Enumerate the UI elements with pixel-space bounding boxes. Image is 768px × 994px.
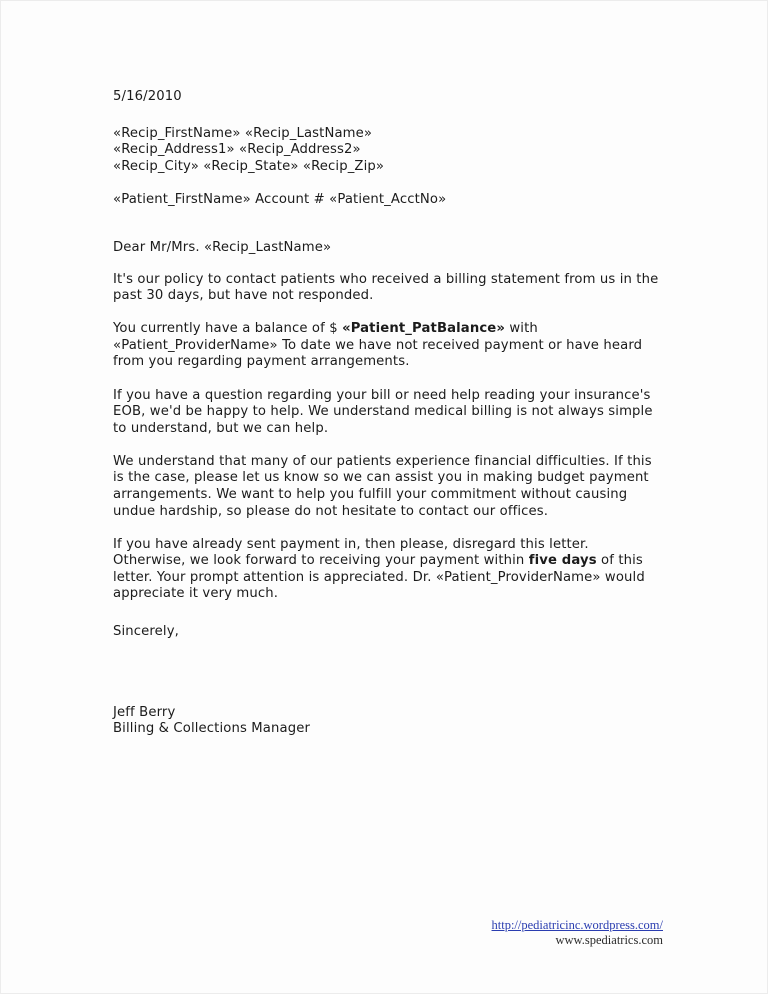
spacer-after-salutation [113, 257, 659, 272]
address-line-1: «Recip_FirstName» «Recip_LastName» [113, 125, 373, 141]
address-line-3: «Recip_City» «Recip_State» «Recip_Zip» [113, 158, 385, 174]
closing: Sincerely, [113, 624, 179, 640]
footer-website-text: www.spediatrics.com [555, 933, 663, 947]
balance-merge-field: «Patient_PatBalance» [342, 321, 506, 337]
paragraph-policy: It's our policy to contact patients who received a billing statement from us in the past 30 days, but have not responded. [113, 271, 659, 304]
page-footer [492, 918, 663, 948]
recipient-address-block [113, 126, 659, 176]
balance-text-before: You currently have a balance of $ [113, 321, 343, 337]
spacer-after-date [113, 106, 659, 126]
spacer-before-salutation [113, 209, 659, 240]
salutation: Dear Mr/Mrs. «Recip_LastName» [113, 239, 332, 255]
balance-text-after: with «Patient_ProviderName» To date we have not received payment or have heard from you regarding payment arrangements. [113, 321, 643, 370]
spacer-after-address [113, 175, 659, 192]
paragraph-payment-window [113, 537, 659, 603]
paragraph-balance [113, 321, 659, 371]
signature-block [113, 705, 659, 738]
footer-blog-link[interactable]: http://pediatricinc.wordpress.com/ [491, 918, 663, 932]
paragraph-questions: If you have a question regarding your bill or need help reading your insurance's EOB, we'd be happy to help. We understand medical billing is not always simple to understand, but we can help. [113, 387, 653, 436]
signer-name: Jeff Berry [113, 704, 176, 720]
signature-space [113, 641, 659, 705]
account-line: «Patient_FirstName» Account # «Patient_AcctNo» [113, 192, 447, 208]
spacer-before-closing [113, 603, 659, 624]
payment-deadline-emphasis: five days [528, 553, 597, 569]
signer-title: Billing & Collections Manager [113, 721, 311, 737]
letter-body [113, 89, 659, 738]
payment-text-before: If you have already sent payment in, then please, disregard this letter. Otherwise, we look forward to receiving your payment within [113, 536, 589, 569]
letter-date: 5/16/2010 [113, 89, 182, 104]
address-line-2: «Recip_Address1» «Recip_Address2» [113, 142, 361, 158]
paragraph-hardship: We understand that many of our patients experience financial difficulties. If this is the case, please let us know so we can assist you in making budget payment arrangements. We want to help you fulfill your commitment without causing undue hardship, so please do not hesitate to contact our offices. [113, 453, 652, 519]
payment-text-after: of this letter. Your prompt attention is appreciated. Dr. «Patient_ProviderName» would appreciate it very much. [113, 553, 645, 602]
